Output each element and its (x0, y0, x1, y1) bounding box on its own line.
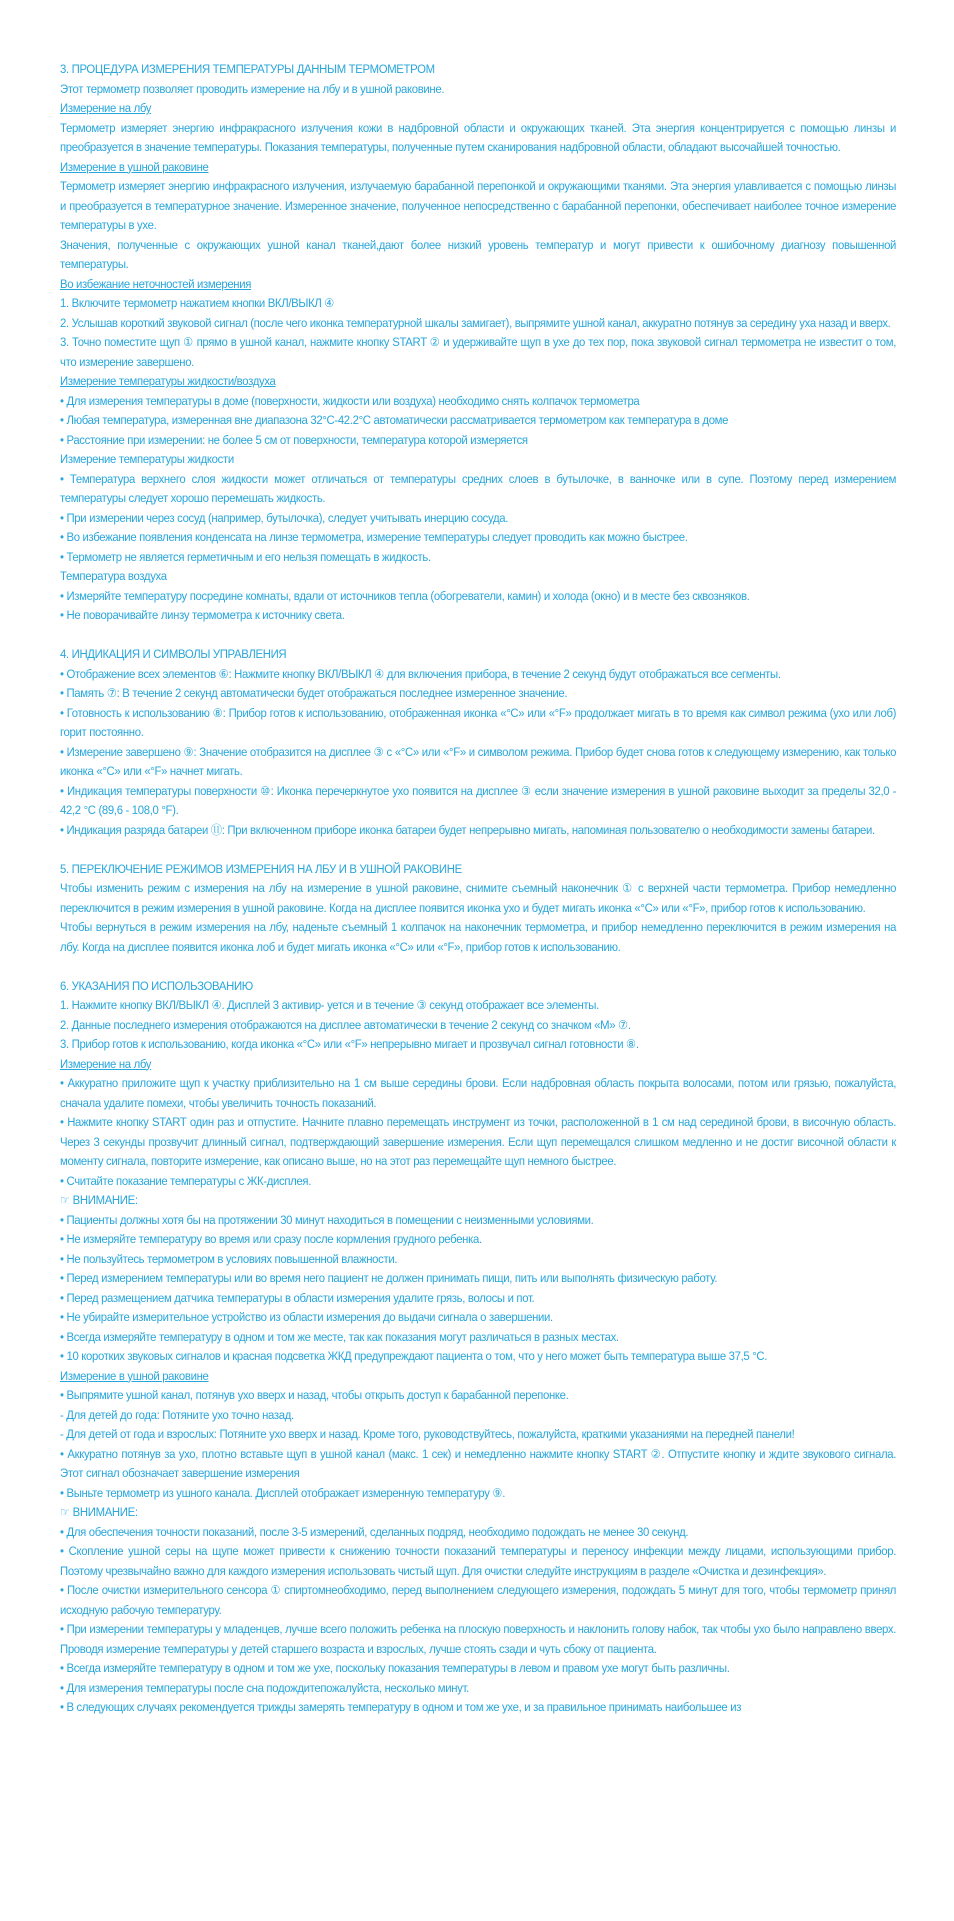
paragraph: • Не пользуйтесь термометром в условиях повышенной влажности. (60, 1251, 398, 1266)
paragraph: - Для детей от года и взрослых: Потяните ухо вверх и назад. Кроме того, руководствуйтесь, пожалуйста, краткими указаниями на передней панели! (60, 1427, 795, 1441)
paragraph: • Измерение завершено ⑨: Значение отобразится на дисплее ③ с «°C» или «°F» и символом режима. Прибор будет снова готов к следующему измерению, как только иконка «°C» или «°F» начнет мигать. (60, 744, 897, 778)
document-page (60, 0, 896, 1718)
paragraph: • Не убирайте измерительное устройство из области измерения до выдачи сигнала о завершении. (60, 1310, 553, 1324)
paragraph: • Не измеряйте температуру во время или сразу после кормления грудного ребенка. (60, 1232, 482, 1246)
paragraph: • После очистки измерительного сенсора ① спиртомнеобходимо, перед выполнением следующего измерения, подождать 5 минут для того, чтобы термометр принял исходную рабочую температуру. (60, 1583, 897, 1617)
paragraph: ☞ ВНИМАНИЕ: (60, 1505, 138, 1519)
paragraph: • При измерении температуры у младенцев, лучше всего положить ребенка на плоскую поверхность и наклонить голову набок, так чтобы ухо было направлено вверх. Проводя измерение температуры у детей старшего возраста и взрослых, лучше стоять сзади и чуть сбоку от пациента. (60, 1622, 897, 1656)
paragraph: Температура воздуха (60, 569, 167, 583)
paragraph: • Выпрямите ушной канал, потянув ухо вверх и назад, чтобы открыть доступ к барабанной перепонке. (60, 1388, 569, 1402)
paragraph: • Выньте термометр из ушного канала. Дисплей отображает измеренную температуру ⑨. (60, 1485, 506, 1500)
paragraph: • Перед размещением датчика температуры в области измерения удалите грязь, волосы и пот. (60, 1290, 535, 1305)
paragraph: • Нажмите кнопку START один раз и отпустите. Начните плавно перемещать инструмент из точки, расположенной в 1 см над серединой брови, в височную область. Через 3 секунды прозвучит длинный сигнал, подтверждающий завершение измерения. Если щуп перемещался слишком медленно и не достиг височной области к моменту сигнала, повторите измерение, как описано выше, но на этот раз перемещайте щуп немного быстрее. (60, 1115, 897, 1168)
paragraph: • Аккуратно приложите щуп к участку приблизительно на 1 см выше середины брови. Если надбровная область покрыта волосами, потом или грязью, пожалуйста, сначала удалите помехи, чтобы увеличить точность показаний. (60, 1076, 897, 1110)
paragraph: • Пациенты должны хотя бы на протяжении 30 минут находиться в помещении с неизменными условиями. (60, 1212, 594, 1227)
paragraph: Чтобы вернуться в режим измерения на лбу, наденьте съемный 1 колпачок на наконечник термометра, и прибор немедленно переключится в режим измерения на лбу. Когда на дисплее появится иконка лоб и будет мигать иконка «°C» или «°F», прибор готов к использованию. (60, 920, 897, 954)
paragraph-gap (60, 840, 896, 860)
paragraph: • Готовность к использованию ⑧: Прибор готов к использованию, отображенная иконка «°C» или «°F» продолжает мигать в то время как символ режима (ухо или лоб) горит постоянно. (60, 705, 897, 739)
paragraph: 2. Услышав короткий звуковой сигнал (после чего иконка температурной шкалы замигает), выпрямите ушной канал, аккуратно потянув за середину уха назад и вверх. (60, 315, 891, 330)
section-heading: 4. ИНДИКАЦИЯ И СИМВОЛЫ УПРАВЛЕНИЯ (60, 647, 287, 661)
paragraph: • Для измерения температуры после сна подождитепожалуйста, несколько минут. (60, 1680, 469, 1695)
subsection-heading: Измерение в ушной раковине (60, 159, 209, 174)
section-heading: 6. УКАЗАНИЯ ПО ИСПОЛЬЗОВАНИЮ (60, 978, 253, 993)
paragraph: Термометр измеряет энергию инфракрасного излучения кожи в надбровной области и окружающих тканей. Эта энергия концентрируется с помощью линзы и преобразуется в значение температуры. Показания температуры, полученные путем сканирования надбровной области, обладают высочайшей точностью. (60, 120, 897, 154)
paragraph-gap (60, 626, 896, 646)
paragraph: • Индикация температуры поверхности ⑩: Иконка перечеркнутое ухо появится на дисплее ③ если значение измерения в ушной раковине выходит за пределы 32,0 - 42,2 °C (89,6 - 108,0 °F). (60, 783, 897, 817)
section-heading: 3. ПРОЦЕДУРА ИЗМЕРЕНИЯ ТЕМПЕРАТУРЫ ДАННЫМ ТЕРМОМЕТРОМ (60, 62, 435, 76)
paragraph: • 10 коротких звуковых сигналов и красная подсветка ЖКД предупреждают пациента о том, что у него может быть температура выше 37,5 °C. (60, 1349, 768, 1363)
paragraph: 1. Включите термометр нажатием кнопки ВКЛ/ВЫКЛ ④ (60, 296, 335, 310)
paragraph: • Память ⑦: В течение 2 секунд автоматически будет отображаться последнее измеренное значение. (60, 686, 568, 700)
paragraph: • Перед измерением температуры или во время него пациент не должен принимать пищи, пить или выполнять физическую работу. (60, 1271, 718, 1285)
paragraph: • Всегда измеряйте температуру в одном и том же месте, так как показания могут различаться в разных местах. (60, 1329, 619, 1344)
paragraph: Значения, полученные с окружающих ушной канал тканей,дают более низкий уровень температур и могут привести к ошибочному диагнозу повышенной температуры. (60, 237, 897, 271)
subsection-heading: Измерение на лбу (60, 1056, 152, 1071)
paragraph: • Всегда измеряйте температуру в одном и том же ухе, поскольку показания температуры в левом и правом ухе могут быть различны. (60, 1661, 730, 1675)
paragraph: • Считайте показание температуры с ЖК-дисплея. (60, 1173, 312, 1188)
paragraph: • Термометр не является герметичным и его нельзя помещать в жидкость. (60, 549, 431, 564)
paragraph-gap (60, 957, 896, 977)
paragraph: 2. Данные последнего измерения отображаются на дисплее автоматически в течение 2 секунд со значком «M» ⑦. (60, 1017, 631, 1032)
paragraph: • Отображение всех элементов ⑥: Нажмите кнопку ВКЛ/ВЫКЛ ④ для включения прибора, в течение 2 секунд будут отображаться все сегменты. (60, 666, 781, 681)
paragraph: • Индикация разряда батареи ⑪: При включенном приборе иконка батареи будет непрерывно мигать, напоминая пользователю о необходимости замены батареи. (60, 822, 875, 837)
subsection-heading: Измерение в ушной раковине (60, 1368, 209, 1383)
paragraph: • Скопление ушной серы на щупе может привести к снижению точности показаний температуры и переносу инфекции между лицами, использующими прибор. Поэтому чрезвычайно важно для каждого измерения использовать чистый щуп. Для очистки следуйте инструкциям в разделе «Очистка и дезинфекция». (60, 1544, 897, 1578)
paragraph: • Для измерения температуры в доме (поверхности, жидкости или воздуха) необходимо снять колпачок термометра (60, 393, 640, 408)
paragraph: • Любая температура, измеренная вне диапазона 32°C-42.2°C автоматически рассматривается термометром как температура в доме (60, 413, 729, 427)
paragraph: Термометр измеряет энергию инфракрасного излучения, излучаемую барабанной перепонкой и окружающими тканями. Эта энергия улавливается с помощью линзы и преобразуется в температурное значение. Измеренное значение, полученное непосредственно с барабанной перепонки, обеспечивает наиболее точное измерение температуры в ухе. (60, 179, 897, 232)
paragraph: • Во избежание появления конденсата на линзе термометра, измерение температуры следует проводить как можно быстрее. (60, 530, 688, 544)
paragraph: Чтобы изменить режим с измерения на лбу на измерение в ушной раковине, снимите съемный наконечник ① с верхней части термометра. Прибор немедленно переключится в режим измерения в ушной раковине. Когда на дисплее появится иконка ухо и будет мигать иконка «°C» или «°F», прибор готов к использованию. (60, 881, 897, 915)
paragraph: Этот термометр позволяет проводить измерение на лбу и в ушной раковине. (60, 81, 445, 96)
section-heading: 5. ПЕРЕКЛЮЧЕНИЕ РЕЖИМОВ ИЗМЕРЕНИЯ НА ЛБУ И В УШНОЙ РАКОВИНЕ (60, 861, 462, 876)
paragraph: ☞ ВНИМАНИЕ: (60, 1193, 138, 1207)
paragraph: • При измерении через сосуд (например, бутылочка), следует учитывать инерцию сосуда. (60, 510, 509, 525)
paragraph: • Измеряйте температуру посредине комнаты, вдали от источников тепла (обогреватели, камин) и холода (окно) и в месте без сквозняков. (60, 588, 750, 603)
paragraph: • Для обеспечения точности показаний, после 3-5 измерений, сделанных подряд, необходимо подождать не менее 30 секунд. (60, 1524, 689, 1539)
paragraph: • Температура верхнего слоя жидкости может отличаться от температуры средних слоев в бутылочке, в ванночке или в супе. Поэтому перед измерением температуры следует хорошо перемешать жидкость. (60, 471, 897, 505)
subsection-heading: Во избежание неточностей измерения (60, 276, 252, 291)
subsection-heading: Измерение на лбу (60, 101, 152, 115)
subsection-heading: Измерение температуры жидкости/воздуха (60, 374, 276, 388)
paragraph: • В следующих случаях рекомендуется трижды замерять температуру в одном и том же ухе, и за правильное принимать наибольшее из (60, 1700, 742, 1714)
paragraph: • Аккуратно потянув за ухо, плотно вставьте щуп в ушной канал (макс. 1 сек) и немедленно нажмите кнопку START ②. Отпустите кнопку и ждите звукового сигнала. Этот сигнал обозначает завершение измерения (60, 1446, 897, 1480)
paragraph: 3. Прибор готов к использованию, когда иконка «°C» или «°F» непрерывно мигает и прозвучал сигнал готовности ⑧. (60, 1037, 639, 1051)
paragraph: Измерение температуры жидкости (60, 452, 234, 466)
paragraph: • Расстояние при измерении: не более 5 см от поверхности, температура которой измеряется (60, 432, 528, 447)
paragraph: • Не поворачивайте линзу термометра к источнику света. (60, 608, 345, 622)
paragraph: - Для детей до года: Потяните ухо точно назад. (60, 1407, 294, 1422)
paragraph: 3. Точно поместите щуп ① прямо в ушной канал, нажмите кнопку START ② и удерживайте щуп в ухе до тех пор, пока звуковой сигнал термометра не известит о том, что измерение завершено. (60, 335, 897, 369)
paragraph: 1. Нажмите кнопку ВКЛ/ВЫКЛ ④. Дисплей 3 активир- уется и в течение ③ секунд отображает все элементы. (60, 998, 599, 1012)
